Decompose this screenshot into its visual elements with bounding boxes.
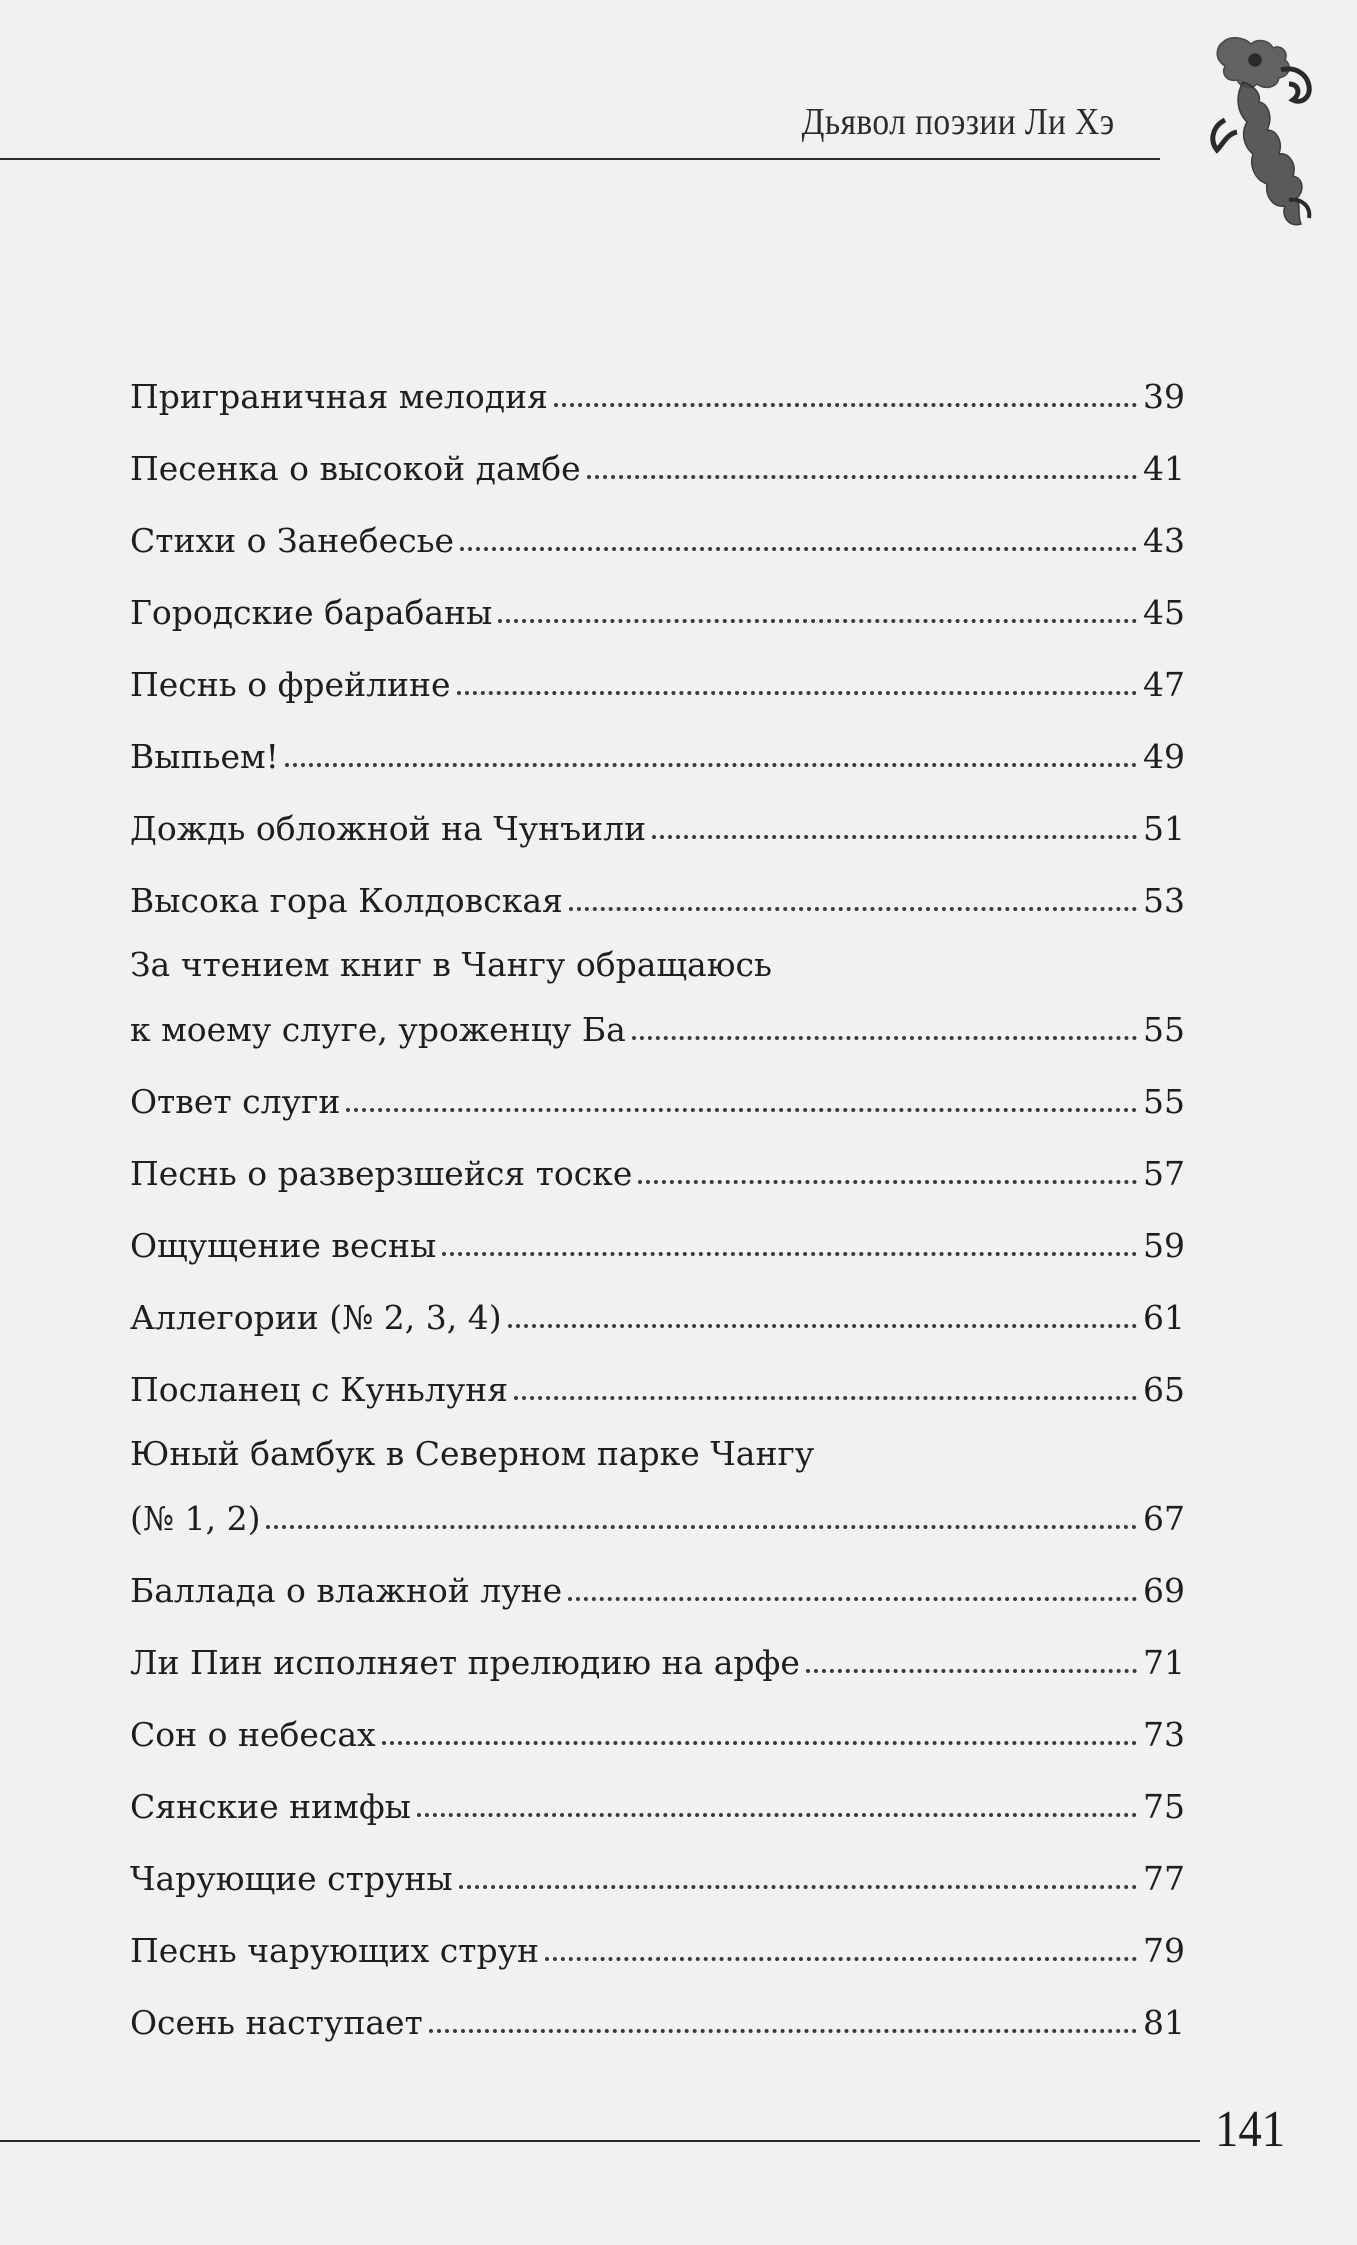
- toc-entry-page: 39: [1143, 376, 1185, 416]
- toc-entry: [130, 864, 1185, 936]
- toc-entry-page: 47: [1143, 664, 1185, 704]
- toc-entry-first-line: [130, 1425, 1185, 1482]
- toc-entry-page: 51: [1143, 808, 1185, 848]
- toc-entry-page: 79: [1143, 1930, 1185, 1970]
- dot-leader: [514, 1396, 1137, 1400]
- toc-entry: [130, 1209, 1185, 1281]
- toc-entry-page: 69: [1143, 1570, 1185, 1610]
- toc-entry-page: 67: [1143, 1498, 1185, 1538]
- toc-entry: [130, 1914, 1185, 1986]
- page-footer: [0, 2100, 1357, 2180]
- toc-entry-page: 55: [1143, 1081, 1185, 1121]
- toc-entry-page: 65: [1143, 1369, 1185, 1409]
- toc-entry-page: 81: [1143, 2002, 1185, 2042]
- toc-entry-title: Ощущение весны: [130, 1225, 437, 1265]
- toc-entry: [130, 648, 1185, 720]
- toc-entry-first-line: [130, 936, 1185, 993]
- toc-entry-second-line: [130, 993, 1185, 1065]
- toc-entry: [130, 1770, 1185, 1842]
- toc-entry-page: 71: [1143, 1642, 1185, 1682]
- toc-entry-title: Песнь о разверзшейся тоске: [130, 1153, 633, 1193]
- toc-entry-title: Чарующие струны: [130, 1858, 453, 1898]
- dot-leader: [429, 2029, 1137, 2033]
- toc-entry: [130, 1626, 1185, 1698]
- toc-entry-page: 75: [1143, 1786, 1185, 1826]
- dot-leader: [460, 547, 1137, 551]
- running-header: [0, 90, 1160, 160]
- toc-entry-page: 61: [1143, 1297, 1185, 1337]
- toc-entry-title: Баллада о влажной луне: [130, 1570, 563, 1610]
- toc-entry-page: 53: [1143, 880, 1185, 920]
- dot-leader: [638, 1180, 1137, 1184]
- toc-entry-page: 45: [1143, 592, 1185, 632]
- toc-entry-title: Сянские нимфы: [130, 1786, 411, 1826]
- toc-entry-title: Песенка о высокой дамбе: [130, 448, 581, 488]
- dot-leader: [382, 1741, 1137, 1745]
- toc-entry-title: Песнь о фрейлине: [130, 664, 451, 704]
- toc-entry: [130, 576, 1185, 648]
- header-rule: [0, 158, 1160, 160]
- toc-entry: [130, 360, 1185, 432]
- toc-entry: [130, 1137, 1185, 1209]
- page-number: 141: [1215, 2101, 1286, 2158]
- toc-entry-page: 73: [1143, 1714, 1185, 1754]
- toc-entry: [130, 1281, 1185, 1353]
- toc-entry: [130, 720, 1185, 792]
- toc-entry-page: 49: [1143, 736, 1185, 776]
- dot-leader: [498, 619, 1137, 623]
- dot-leader: [545, 1957, 1137, 1961]
- dot-leader: [266, 1525, 1137, 1529]
- toc-entry-title: Аллегории (№ 2, 3, 4): [130, 1297, 502, 1337]
- toc-entry-title: Выпьем!: [130, 736, 279, 776]
- toc-entry: [130, 1353, 1185, 1425]
- dot-leader: [632, 1036, 1137, 1040]
- footer-rule: [0, 2140, 1200, 2142]
- toc-entry-title-line2: (№ 1, 2): [130, 1498, 261, 1538]
- toc-entry-page: 41: [1143, 448, 1185, 488]
- dot-leader: [652, 835, 1137, 839]
- toc-entry-title: Песнь чарующих струн: [130, 1930, 540, 1970]
- toc-entry: [130, 1065, 1185, 1137]
- running-title: Дьявол поэзии Ли Хэ: [802, 101, 1115, 143]
- dot-leader: [457, 691, 1137, 695]
- toc-entry-page: 77: [1143, 1858, 1185, 1898]
- toc-entry-title: Городские барабаны: [130, 592, 493, 632]
- toc-entry: [130, 1986, 1185, 2058]
- toc-entry-title: Приграничная мелодия: [130, 376, 548, 416]
- toc-entry-title: Осень наступает: [130, 2002, 423, 2042]
- toc-entry: [130, 504, 1185, 576]
- toc-entry: [130, 1842, 1185, 1914]
- dot-leader: [587, 475, 1137, 479]
- toc-entry-page: 55: [1143, 1009, 1185, 1049]
- toc-entry-title-line1: Юный бамбук в Северном парке Чангу: [130, 1434, 815, 1473]
- toc-entry-title: Стихи о Занебесье: [130, 520, 455, 560]
- dot-leader: [806, 1669, 1137, 1673]
- dot-leader: [285, 763, 1137, 767]
- toc-entry: [130, 936, 1185, 1065]
- dot-leader: [569, 907, 1137, 911]
- toc-entry: [130, 792, 1185, 864]
- toc-entry-title: Ли Пин исполняет прелюдию на арфе: [130, 1642, 800, 1682]
- toc-entry: [130, 432, 1185, 504]
- toc-entry-title: Высока гора Колдовская: [130, 880, 563, 920]
- dot-leader: [459, 1885, 1137, 1889]
- toc-entry-page: 43: [1143, 520, 1185, 560]
- toc-entry-page: 59: [1143, 1225, 1185, 1265]
- toc-entry-second-line: [130, 1482, 1185, 1554]
- toc-entry: [130, 1425, 1185, 1554]
- dot-leader: [417, 1813, 1137, 1817]
- toc-entry-title: Дождь обложной на Чунъили: [130, 808, 647, 848]
- table-of-contents: [130, 360, 1185, 2058]
- toc-entry-title-line2: к моему слуге, уроженцу Ба: [130, 1009, 626, 1049]
- toc-entry: [130, 1698, 1185, 1770]
- dot-leader: [508, 1324, 1137, 1328]
- dragon-figure-icon: [1185, 30, 1320, 240]
- toc-entry-page: 57: [1143, 1153, 1185, 1193]
- dot-leader: [568, 1597, 1137, 1601]
- toc-entry-title-line1: За чтением книг в Чангу обращаюсь: [130, 945, 772, 984]
- toc-entry-title: Сон о небесах: [130, 1714, 376, 1754]
- dot-leader: [554, 403, 1137, 407]
- toc-entry-title: Посланец с Куньлуня: [130, 1369, 509, 1409]
- toc-entry-title: Ответ слуги: [130, 1081, 341, 1121]
- dot-leader: [442, 1252, 1137, 1256]
- dot-leader: [346, 1108, 1137, 1112]
- toc-entry: [130, 1554, 1185, 1626]
